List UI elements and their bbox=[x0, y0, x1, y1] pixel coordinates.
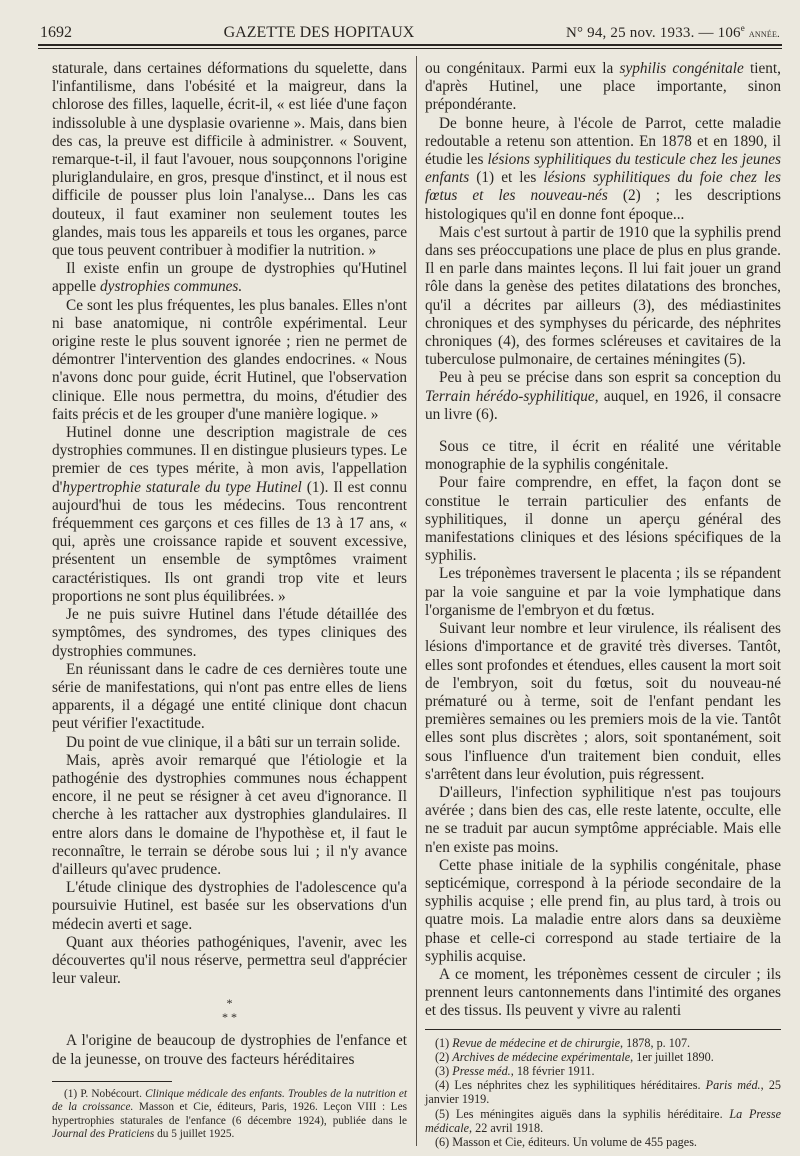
paragraph: L'étude clinique des dystrophies de l'adolescence qu'a poursuivie Hutinel, est basée sur les observations d'un médecin averti et sage. bbox=[52, 879, 407, 933]
paragraph: ou congénitaux. Parmi eux la syphilis congénitale tient, d'après Hutinel, une place importante, sinon prépondérante. bbox=[425, 60, 781, 114]
header-rule bbox=[38, 44, 782, 46]
paragraph: Les tréponèmes traversent le placenta ; ils se répandent par la voie sanguine et par la voie lymphatique dans l'organisme de l'embryon et du fœtus. bbox=[425, 565, 781, 619]
paragraph: En réunissant dans le cadre de ces dernières toute une série de manifestations, qui n'ont pas entre elles de liens apparents, il a dégagé une entité clinique dont chacun peut vérifier l'exactitude. bbox=[52, 660, 407, 733]
paragraph: staturale, dans certaines déformations du squelette, dans l'infantilisme, dans l'obésité et la maigreur, dans la chlorose des filles, laquelle, écrit-il, « est liée d'une façon indissoluble à une dysplasie ovarienne ». Mais, dans bien des cas, la preuve est difficile à administrer. « Souvent, remarque-t-il, il faut l'avouer, nous soupçonnons l'origine pluriglandulaire, en gros, presque d'instinct, et il nous est difficile de pousser plus loin l'analyse... Dans les cas douteux, il faut examiner non seulement toutes les glandes, mais tous les appareils et tous les organes, parce que tous peuvent contribuer à modifier la nutrition. » bbox=[52, 60, 407, 260]
footnote: (4) Les néphrites chez les syphilitiques héréditaires. Paris méd., 25 janvier 1919. bbox=[425, 1078, 782, 1107]
paragraph: Peu à peu se précise dans son esprit sa conception du Terrain hérédo-syphilitique, auquel, en 1926, il consacre un livre (6). bbox=[425, 369, 781, 423]
paragraph: D'ailleurs, l'infection syphilitique n'est pas toujours avérée ; dans bien des cas, elle reste latente, occulte, elle ne se traduit par aucun symptôme appréciable. Mais elle n'en existe pas moins. bbox=[425, 783, 781, 856]
footnote: (6) Masson et Cie, éditeurs. Un volume de 455 pages. bbox=[435, 1134, 697, 1149]
journal-title: GAZETTE DES HOPITAUX bbox=[223, 24, 415, 41]
issue-number: N° 94, 25 nov. 1933. — 106 bbox=[565, 25, 741, 41]
footnotes-left bbox=[52, 1088, 407, 1142]
section-separator-stars: * * * bbox=[222, 996, 237, 1025]
paragraph: Mais c'est surtout à partir de 1910 que la syphilis prend dans ses préoccupations une place de plus en plus grande. Il en parle dans maintes leçons. Il lui fait jouer un grand rôle dans la genèse des petites dilatations des bronches, qu'il a décrites par ailleurs (3), des médiastinites chroniques et des symphyses du péricarde, des néphrites chroniques (4), des formes scléreuses et cavitaires de la tuberculose pulmonaire, de certaines méningites (5). bbox=[425, 223, 781, 369]
footnote-rule bbox=[425, 1029, 781, 1030]
header-rule-thin bbox=[38, 48, 782, 49]
footnote: (2) Archives de médecine expérimentale, 1er juillet 1890. bbox=[435, 1049, 714, 1064]
paragraph: Quant aux théories pathogéniques, l'avenir, avec les découvertes qu'il nous réserve, permettra seul d'apprécier leur valeur. bbox=[52, 933, 407, 988]
paragraph: A l'origine de beaucoup de dystrophies de l'enfance et de la jeunesse, on trouve des facteurs héréditaires bbox=[52, 1032, 407, 1068]
issue-suffix: année. bbox=[748, 28, 780, 40]
footnotes-right bbox=[425, 1036, 781, 1150]
paragraph-gap bbox=[425, 424, 781, 438]
paragraph: Sous ce titre, il écrit en réalité une véritable monographie de la syphilis congénitale. bbox=[425, 438, 781, 474]
paragraph: Hutinel donne une description magistrale de ces dystrophies communes. Il en distingue plusieurs types. Le premier de ces types mérite, à mon avis, l'appellation d'hypertrophie staturale du type Hutinel (1). Il est connu aujourd'hui de tous les médecins. Tous rencontrent fréquemment ces garçons et ces filles de 13 à 17 ans, « qui, après une croissance rapide et souvent excessive, présentent un ensemble de symptômes vraiment caractéristiques. Ils ont grandi trop vite et leurs proportions ne sont plus équilibrées. » bbox=[52, 424, 407, 605]
paragraph: De bonne heure, à l'école de Parrot, cette maladie redoutable a retenu son attention. En 1878 et en 1890, il étudie les lésions syphilitiques du testicule chez les jeunes enfants (1) et les lésions syphilitiques du foie chez les fœtus et les nouveau-nés (2) ; les descriptions histologiques qu'il en donne font époque... bbox=[425, 114, 781, 223]
footnote: (3) Presse méd., 18 février 1911. bbox=[435, 1063, 595, 1078]
left-column bbox=[52, 60, 407, 1141]
right-column bbox=[425, 60, 781, 1149]
paragraph: Pour faire comprendre, en effet, la façon dont se constitue le terrain particulier des enfants de syphilitiques, il donne un aperçu général des manifestations cliniques et des lésions spécifiques de la syphilis. bbox=[425, 474, 781, 565]
issue-info bbox=[566, 23, 780, 42]
paragraph: Cette phase initiale de la syphilis congénitale, phase septicémique, correspond à la période secondaire de la syphilis acquise ; elle prend fin, au plus tard, à trois ou quatre mois. La maladie entre alors dans sa deuxième phase et celle-ci correspond au stade tertiaire de la syphilis acquise. bbox=[425, 856, 781, 965]
paragraph: A ce moment, les tréponèmes cessent de circuler ; ils prennent leurs cantonnements dans l'intimité des organes et des tissus. Ils peuvent y vivre au ralenti bbox=[425, 965, 781, 1020]
paragraph: Suivant leur nombre et leur virulence, ils réalisent des lésions d'importance et de gravité très diverses. Tantôt, elles sont profondes et étendues, elles causent la mort soit de l'embryon, soit du fœtus, soit du nouveau-né prématuré ou à terme, soit de l'enfant pendant les premières semaines ou les premiers mois de la vie. Tantôt elles sont plus discrètes ; alors, soit spontanément, soit sous l'influence d'un traitement bien conduit, elles s'arrêtent dans leur évolution, puis régressent. bbox=[425, 620, 781, 783]
footnote-rule bbox=[52, 1081, 172, 1082]
page-number: 1692 bbox=[40, 24, 72, 41]
paragraph: Il existe enfin un groupe de dystrophies qu'Hutinel appelle dystrophies communes. bbox=[52, 260, 407, 296]
footnote: (1) P. Nobécourt. Clinique médicale des enfants. Troubles de la nutrition et de la croissance. Masson et Cie, éditeurs, Paris, 1926. Leçon VIII : Les hypertrophies staturales de l'enfance (6 décembre 1924), publiée dans le Journal des Praticiens du 5 juillet 1925. bbox=[52, 1087, 407, 1140]
issue-ordinal: e bbox=[740, 23, 745, 33]
footnote: (5) Les méningites aiguës dans la syphilis héréditaire. La Presse médicale, 22 avril 1918. bbox=[425, 1106, 781, 1135]
paragraph: Du point de vue clinique, il a bâti sur un terrain solide. bbox=[66, 733, 401, 751]
column-divider bbox=[416, 56, 417, 1146]
paragraph: Je ne puis suivre Hutinel dans l'étude détaillée des symptômes, des syndromes, des types cliniques des dystrophies communes. bbox=[52, 606, 407, 660]
page-header bbox=[40, 22, 780, 42]
footnote: (1) Revue de médecine et de chirurgie, 1878, p. 107. bbox=[435, 1035, 691, 1050]
paragraph: Mais, après avoir remarqué que l'étiologie et la pathogénie des dystrophies communes nous échappent encore, il ne peut se résigner à cet aveu d'ignorance. Il cherche à les rattacher aux dystrophies glandulaires. Il entre alors dans le domaine de l'hypothèse et, il faut le reconnaître, le terrain se dérobe sous lui ; il n'y avance d'ailleurs qu'avec prudence. bbox=[52, 751, 407, 878]
paragraph: Ce sont les plus fréquentes, les plus banales. Elles n'ont ni base anatomique, ni contrôle expérimental. Leur origine reste le plus souvent ignorée ; rien ne permet de démontrer l'intervention des glandes endocrines. « Nous n'avons donc pour guide, écrit Hutinel, que l'observation clinique. Elle nous permettra, du moins, d'étudier des faits précis et de les grouper d'une manière logique. » bbox=[52, 296, 407, 423]
